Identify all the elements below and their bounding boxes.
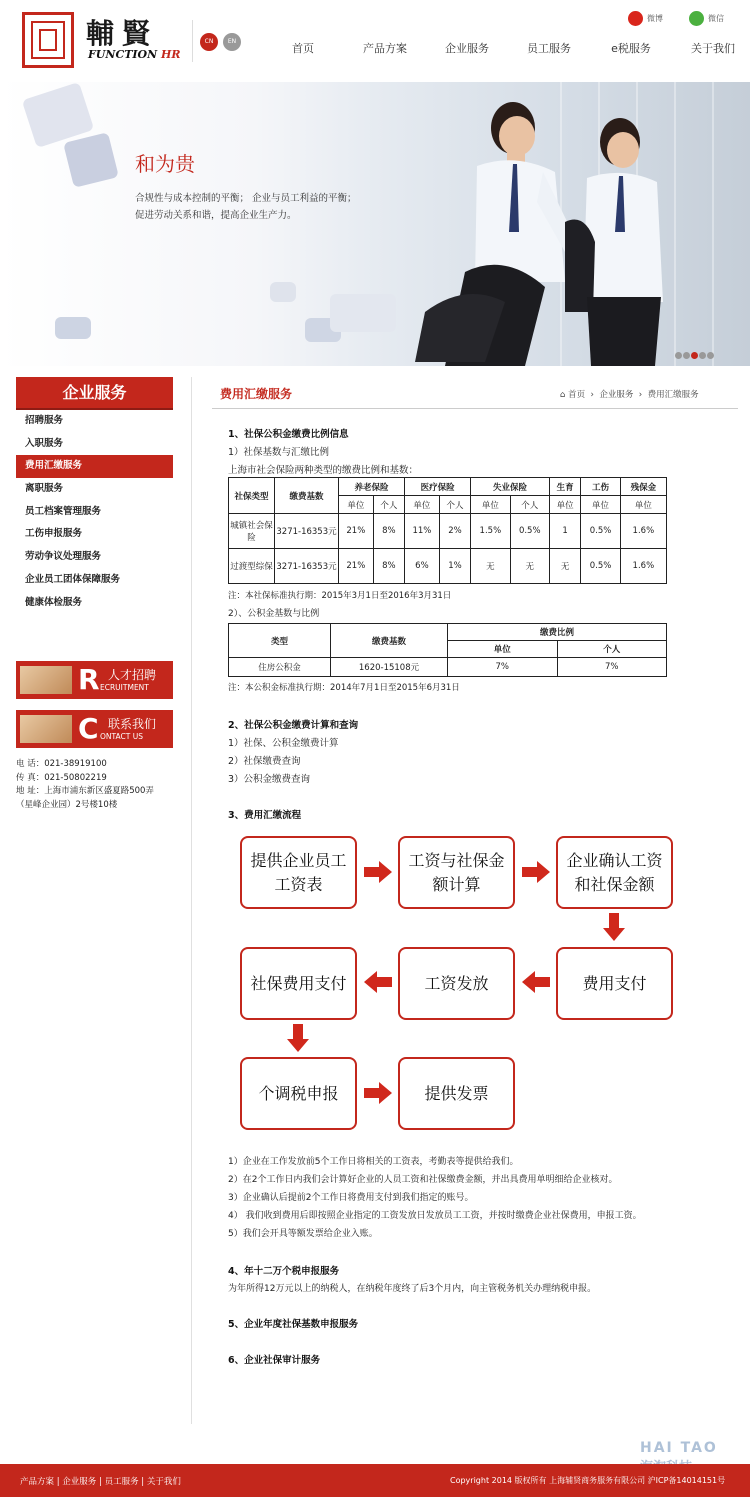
arrow-left-icon (522, 971, 550, 993)
slider-dot[interactable] (707, 352, 714, 359)
contact-en: ONTACT US (100, 732, 143, 741)
arrow-left-icon (364, 971, 392, 993)
th-sub: 个人 (373, 496, 404, 514)
flow-step-desc-2: 2）在2个工作日内我们会计算好企业的人员工资和社保缴费金额，并出具费用单明细给企业核对。 (228, 1175, 618, 1185)
wechat-icon (689, 11, 704, 26)
sidebar-item-health[interactable]: 健康体检服务 (25, 596, 83, 608)
brand-en-accent: HR (161, 48, 181, 61)
sidebar-item-records[interactable]: 员工档案管理服务 (25, 505, 102, 517)
sidebar-title: 企业服务 (16, 377, 173, 408)
contact-address-2: （星峰企业园）2号楼10楼 (16, 799, 118, 810)
cell: 1 (549, 514, 580, 549)
arrow-right-icon (522, 861, 550, 883)
brand-name-en (88, 48, 181, 61)
cell: 无 (471, 549, 510, 584)
sidebar-item-payment[interactable]: 费用汇缴服务 (16, 455, 173, 478)
cell: 1.6% (620, 514, 666, 549)
cell: 1620-15108元 (331, 658, 448, 677)
footer-link-products[interactable]: 产品方案 (20, 1477, 55, 1487)
slider-dot[interactable] (675, 352, 682, 359)
arrow-down-icon (603, 913, 625, 941)
breadcrumb (560, 388, 699, 400)
footer-link-employee[interactable]: 员工服务 (104, 1477, 139, 1487)
contact-phone: 电 话：021-38919100 (16, 759, 107, 769)
chevron-right-icon: › (636, 390, 648, 400)
deco-square (270, 282, 296, 302)
sidebar-item-dispute[interactable]: 劳动争议处理服务 (25, 551, 102, 563)
deco-square (330, 294, 396, 332)
nav-products[interactable]: 产品方案 (363, 42, 407, 55)
cell: 7% (557, 658, 667, 677)
contact-fax: 传 真：021-50802219 (16, 772, 107, 783)
th-type: 社保类型 (229, 478, 275, 514)
sidebar-item-injury[interactable]: 工伤申报服务 (25, 528, 83, 540)
sidebar-menu (16, 410, 173, 614)
nav-home[interactable]: 首页 (292, 42, 314, 55)
flow-step-7: 个调税申报 (240, 1057, 357, 1130)
th-sub: 个人 (439, 496, 470, 514)
header-divider (192, 20, 193, 62)
section-4-title: 4、年十二万个税申报服务 (228, 1266, 340, 1277)
contact-letter: C (78, 712, 99, 745)
section-4-text: 为年所得12万元以上的纳税人，在纳税年度终了后3个月内，向主管税务机关办理纳税申报。 (228, 1284, 597, 1294)
weibo-label: 微博 (647, 14, 663, 23)
cell: 21% (339, 514, 374, 549)
th-fund-ratio: 缴费比例 (448, 624, 667, 641)
flow-step-4: 费用支付 (556, 947, 673, 1020)
banner-line-1: 合规性与成本控制的平衡； 企业与员工利益的平衡； (135, 193, 357, 204)
cell: 1% (439, 549, 470, 584)
cell-type: 过渡型综保 (229, 549, 275, 584)
breadcrumb-home[interactable]: 首页 (568, 390, 586, 400)
recruitment-banner[interactable] (16, 661, 173, 699)
cell: 8% (373, 549, 404, 584)
th-unemployment: 失业保险 (471, 478, 550, 496)
slider-dot[interactable] (699, 352, 706, 359)
fund-note: 注：本公积金标准执行期：2014年7月1日至2015年6月31日 (228, 683, 460, 693)
flow-step-5: 工资发放 (398, 947, 515, 1020)
th-sub: 单位 (549, 496, 580, 514)
cell: 无 (510, 549, 549, 584)
flow-step-desc-1: 1）企业在工作发放前5个工作日将相关的工资表，考勤表等提供给我们。 (228, 1157, 519, 1167)
slider-dot[interactable] (683, 352, 690, 359)
th-sub: 单位 (339, 496, 374, 514)
section-1-sub-1: 1）社保基数与汇缴比例 (228, 447, 330, 458)
section-1-sub-2: 2）、公积金基数与比例 (228, 609, 320, 619)
flow-step-desc-5: 5）我们会开具等额发票给企业入账。 (228, 1229, 378, 1239)
housing-fund-table (228, 623, 667, 677)
watermark-line-1: HAI TAO (640, 1440, 718, 1456)
cell: 1.6% (620, 549, 666, 584)
th-injury: 工伤 (581, 478, 620, 496)
nav-employee[interactable]: 员工服务 (527, 42, 571, 55)
cell: 21% (339, 549, 374, 584)
section-6-title: 6、企业社保审计服务 (228, 1355, 321, 1366)
cell: 无 (549, 549, 580, 584)
cell-base: 3271-16353元 (275, 549, 339, 584)
cell: 0.5% (581, 549, 620, 584)
home-icon: ⌂ (560, 390, 566, 400)
cell: 11% (405, 514, 440, 549)
social-query-link[interactable]: 2）社保缴费查询 (228, 756, 301, 767)
cell: 2% (439, 514, 470, 549)
th-fund-type: 类型 (229, 624, 331, 658)
calc-link[interactable]: 1）社保、公积金缴费计算 (228, 738, 339, 749)
main-nav (262, 40, 750, 56)
cell: 7% (448, 658, 558, 677)
banner-line-2: 促进劳动关系和谐，提高企业生产力。 (135, 210, 297, 221)
recruitment-en: ECRUITMENT (100, 683, 149, 692)
breadcrumb-section[interactable]: 企业服务 (599, 390, 634, 400)
cell: 6% (405, 549, 440, 584)
flow-step-2: 工资与社保金额计算 (398, 836, 515, 909)
wechat-label: 微信 (708, 14, 724, 23)
th-disability: 残保金 (620, 478, 666, 496)
weibo-icon (628, 11, 643, 26)
section-1-intro: 上海市社会保险两种类型的缴费比例和基数： (228, 465, 419, 476)
flow-step-1: 提供企业员工工资表 (240, 836, 357, 909)
section-2-title: 2、社保公积金缴费计算和查询 (228, 720, 359, 731)
fund-query-link[interactable]: 3）公积金缴费查询 (228, 774, 311, 785)
deco-square (55, 317, 91, 339)
footer (0, 1464, 750, 1497)
banner-title: 和为贵 (135, 152, 195, 176)
sidebar-item-offboarding[interactable]: 离职服务 (25, 483, 64, 495)
section-1-title: 1、社保公积金缴费比例信息 (228, 429, 349, 440)
lang-en-button[interactable]: EN (223, 33, 241, 51)
page-title: 费用汇缴服务 (220, 387, 293, 401)
th-sub: 个人 (510, 496, 549, 514)
footer-link-about[interactable]: 关于我们 (146, 1477, 181, 1487)
cell: 住房公积金 (229, 658, 331, 677)
wechat-link[interactable] (689, 11, 724, 26)
brand-en-main: FUNCTION (88, 48, 158, 61)
title-underline (212, 408, 738, 409)
deco-square (63, 132, 119, 188)
weibo-link[interactable] (628, 11, 663, 26)
brand-name-cn: 輔賢 (86, 17, 159, 50)
flow-step-desc-3: 3）企业确认后提前2个工作日将费用支付到我们指定的账号。 (228, 1193, 474, 1203)
section-3-title: 3、费用汇缴流程 (228, 810, 302, 821)
nav-enterprise[interactable]: 企业服务 (445, 42, 489, 55)
contact-address: 地 址：上海市浦东新区盛夏路500弄 (16, 786, 154, 796)
contact-banner[interactable] (16, 710, 173, 748)
th-fund-person: 个人 (557, 641, 667, 658)
slider-dot[interactable] (691, 352, 698, 359)
contact-image (20, 715, 72, 743)
cell-type: 城镇社会保险 (229, 514, 275, 549)
table-row (229, 514, 667, 549)
th-sub: 单位 (405, 496, 440, 514)
social-insurance-table (228, 477, 667, 584)
footer-link-enterprise[interactable]: 企业服务 (62, 1477, 97, 1487)
lang-cn-button[interactable]: CN (200, 33, 218, 51)
arrow-right-icon (364, 1082, 392, 1104)
arrow-down-icon (287, 1024, 309, 1052)
contact-info (16, 758, 154, 812)
contact-cn: 联系我们 (108, 717, 157, 731)
th-sub: 单位 (471, 496, 510, 514)
arrow-right-icon (364, 861, 392, 883)
th-sub: 单位 (581, 496, 620, 514)
breadcrumb-current: 费用汇缴服务 (647, 390, 699, 400)
footer-links: 产品方案 | 企业服务 | 员工服务 | 关于我们 (20, 1477, 181, 1487)
sidebar-item-recruitment[interactable]: 招聘服务 (25, 415, 64, 426)
cell: 8% (373, 514, 404, 549)
hero-banner (0, 82, 750, 366)
th-fund-base: 缴费基数 (331, 624, 448, 658)
businessman-photo-2 (565, 112, 675, 366)
section-5-title: 5、企业年度社保基数申报服务 (228, 1319, 359, 1330)
th-sub: 单位 (620, 496, 666, 514)
social-note: 注：本社保标准执行期：2015年3月1日至2016年3月31日 (228, 591, 452, 601)
sidebar-item-onboarding[interactable]: 入职服务 (25, 437, 64, 449)
flow-step-desc-4: 4） 我们收到费用后即按照企业指定的工资发放日发放员工工资，并按时缴费企业社保费用，申报工资。 (228, 1211, 642, 1221)
nav-about[interactable]: 关于我们 (691, 42, 735, 55)
recruitment-image (20, 666, 72, 694)
cell: 0.5% (581, 514, 620, 549)
column-divider (191, 377, 192, 1424)
th-maternity: 生育 (549, 478, 580, 496)
recruitment-letter: R (78, 663, 100, 696)
flow-step-3: 企业确认工资和社保金额 (556, 836, 673, 909)
cell: 1.5% (471, 514, 510, 549)
sidebar-item-group-insurance[interactable]: 企业员工团体保障服务 (25, 573, 121, 585)
nav-etax[interactable]: e税服务 (611, 42, 651, 55)
copyright: Copyright 2014 版权所有 上海辅贤商务服务有限公司 沪ICP备14014151号 (450, 1476, 726, 1485)
table-row (229, 658, 667, 677)
recruitment-cn: 人才招聘 (108, 668, 157, 682)
th-base: 缴费基数 (275, 478, 339, 514)
cell: 0.5% (510, 514, 549, 549)
th-pension: 养老保险 (339, 478, 405, 496)
table-row (229, 549, 667, 584)
logo-mark[interactable] (22, 12, 74, 68)
th-medical: 医疗保险 (405, 478, 471, 496)
cell-base: 3271-16353元 (275, 514, 339, 549)
th-fund-unit: 单位 (448, 641, 558, 658)
flow-step-8: 提供发票 (398, 1057, 515, 1130)
flow-step-6: 社保费用支付 (240, 947, 357, 1020)
chevron-right-icon: › (587, 390, 600, 400)
